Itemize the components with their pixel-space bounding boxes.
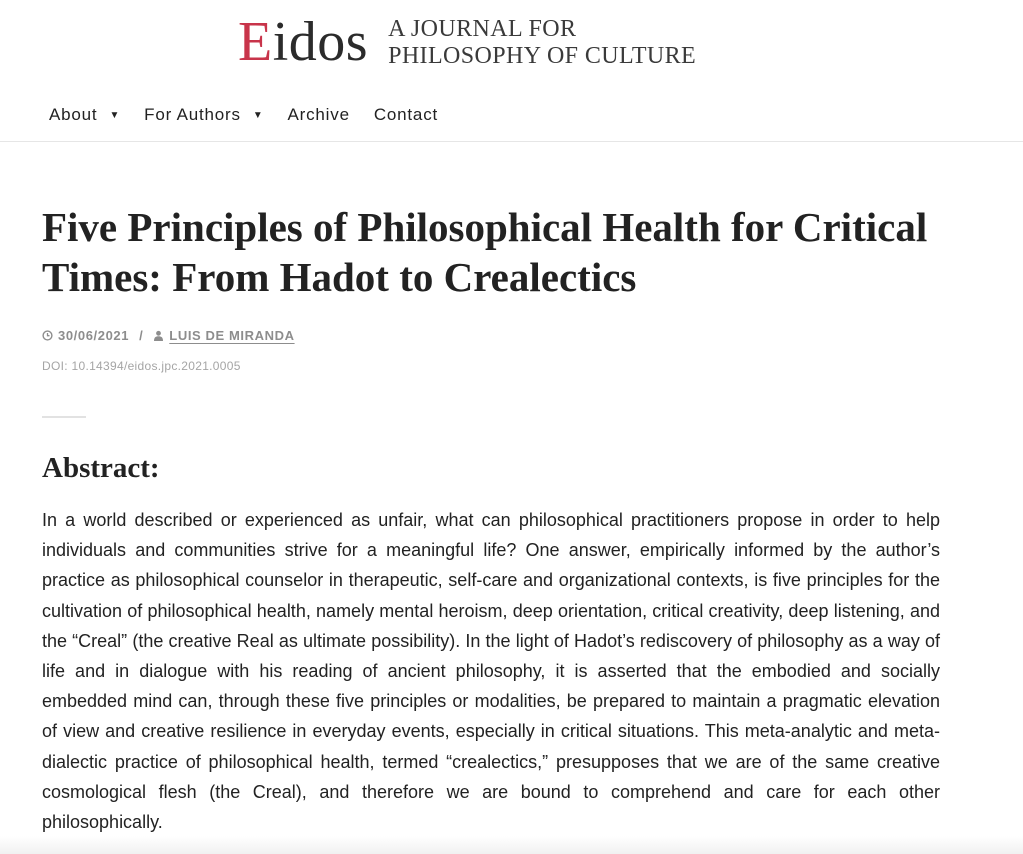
user-icon (153, 330, 164, 341)
nav-item-about[interactable] (49, 105, 120, 125)
nav-item-label: For Authors (144, 105, 241, 124)
header-divider (0, 141, 1023, 142)
nav-item-for-authors[interactable] (144, 105, 263, 125)
logo-first-letter: E (238, 11, 273, 73)
nav-item-archive[interactable] (288, 105, 350, 125)
nav-item-contact[interactable] (374, 105, 438, 125)
nav-item-label: Contact (373, 105, 439, 124)
clock-icon (42, 330, 53, 341)
doi-text: DOI: 10.14394/eidos.jpc.2021.0005 (42, 359, 241, 373)
abstract-heading: Abstract: (42, 452, 160, 484)
article-meta (42, 328, 295, 343)
publish-date: 30/06/2021 (58, 328, 130, 343)
nav-item-label: About (49, 105, 98, 124)
abstract-body: In a world described or experienced as unfair, what can philosophical practitioners propose in order to help individuals and communities strive for a meaningful life? One answer, empirically informed by the author’s practice as philosophical counselor in therapeutic, self-care and organizational contexts, is five principles for the cultivation of philosophical health, namely mental heroism, deep orientation, critical creativity, deep listening, and the “Creal” (the creative Real as ultimate possibility). In the light of Hadot’s rediscovery of philosophy as a way of life and in dialogue with his reading of ancient philosophy, it is asserted that the embodied and socially embedded mind can, through these five principles or modalities, be prepared to maintain a pragmatic elevation of view and creative resilience in everyday events, especially in critical situations. This meta-analytic and meta-dialectic practice of philosophical health, termed “crealectics,” presupposes that we are of the same creative cosmological flesh (the Creal), and therefore we are bound to comprehend and care for each other philosophically. (42, 510, 940, 833)
article-title: Five Principles of Philosophical Health for Critical Times: From Hadot to Crealectics (42, 204, 928, 300)
meta-separator: / (139, 328, 144, 343)
site-logo[interactable] (238, 11, 697, 73)
author-link[interactable]: LUIS DE MIRANDA (169, 328, 295, 343)
logo-tagline-line1: A JOURNAL FOR (388, 16, 577, 42)
logo-tagline-line2: PHILOSOPHY OF CULTURE (388, 43, 697, 69)
section-divider (42, 416, 86, 418)
chevron-down-icon: ▼ (109, 110, 121, 121)
logo-wordmark (238, 11, 369, 73)
nav-item-label: Archive (287, 105, 350, 124)
main-nav (49, 100, 462, 130)
logo-word-rest: idos (272, 11, 369, 73)
logo-tagline (388, 16, 696, 70)
bottom-shadow (0, 836, 1023, 854)
chevron-down-icon: ▼ (252, 110, 264, 121)
